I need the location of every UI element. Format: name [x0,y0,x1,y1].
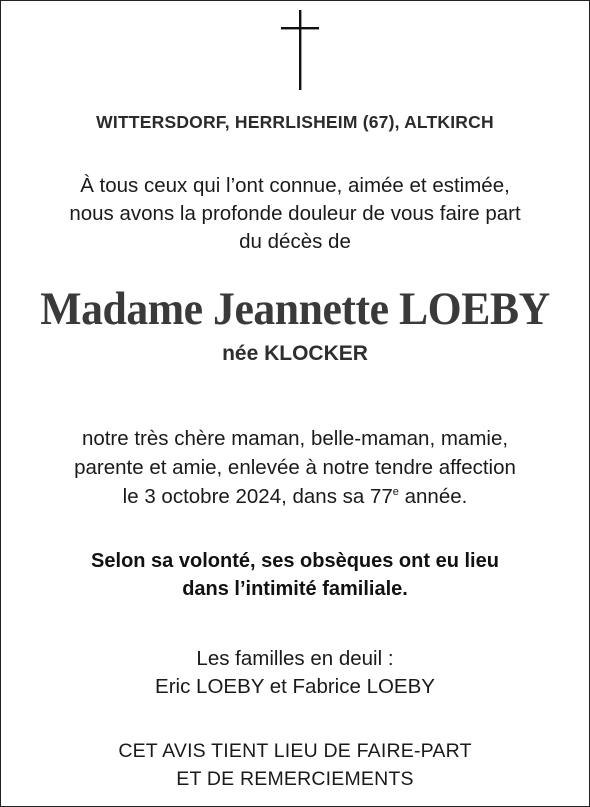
closing-line-2: ET DE REMERCIEMENTS [176,768,414,790]
ordinal-suffix: e [392,486,399,498]
date-prefix: le 3 octobre 2024, dans sa 77 [122,485,393,508]
description-line-2: parente et amie, enlevée à notre tendre affection [74,456,516,479]
date-suffix: année. [398,485,468,508]
families-names: Eric LOEBY et Fabrice LOEBY [155,675,435,698]
funeral-line-2: dans l’intimité familiale. [182,578,408,600]
intro-line-3: du décès de [239,230,351,253]
intro-line-2: nous avons la profonde douleur de vous faire part [69,202,521,225]
intro-line-1: À tous ceux qui l’ont connue, aimée et estimée, [80,174,510,197]
date-line [0,482,590,511]
families-label: Les familles en deuil : [196,647,394,670]
cross-icon [275,10,325,90]
description-line-1: notre très chère maman, belle-maman, mamie, [81,427,509,450]
maiden-name: née KLOCKER [222,342,368,365]
funeral-line-1: Selon sa volonté, ses obsèques ont eu lieu [91,550,499,572]
closing-line-1: CET AVIS TIENT LIEU DE FAIRE-PART [118,740,472,762]
location-line: WITTERSDORF, HERRLISHEIM (67), ALTKIRCH [96,112,494,132]
deceased-name: Madame Jeannette LOEBY [40,283,550,335]
